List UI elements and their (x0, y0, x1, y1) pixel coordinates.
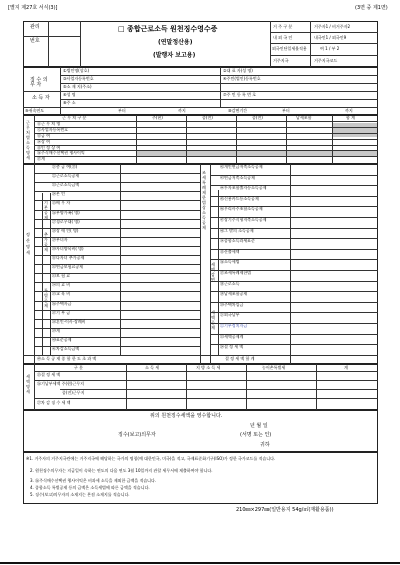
calc-right-row: ⑰조세특례제한법 (220, 270, 252, 275)
basic-deduction-group: 기본공제 (44, 200, 48, 220)
earner-section-label: 소 득 자 (32, 95, 50, 101)
calc-left-row: ㊳혼인·이사·장례비 (52, 318, 86, 324)
side-label-2: 내 외 국 인 (273, 35, 293, 40)
calc-right-row: ㉔결 정 세 액 (220, 344, 244, 350)
calc-right-row: ㉓세액공제계 (220, 333, 244, 339)
period-to: 까지 (178, 108, 186, 113)
tax-reduction-group: 세액감면 (211, 262, 215, 282)
calc-left-row: ㉝보 험 료 (52, 273, 71, 279)
calc-left-row: ㉙부녀자 (52, 236, 68, 242)
deduction-limit-excess: ㊾소 득 공 제 종 합 한 도 초 과 액 (37, 356, 97, 361)
payer-section-label: 징 수 의 무 자 (30, 77, 48, 88)
wp-row: ⑬급 여 (37, 133, 50, 138)
calc-left-row: ㉔본 인 (52, 191, 65, 197)
calc-right-row: ㉒기부정치자금 (220, 323, 248, 328)
calc-left-row: ㉜연금보험료공제 (52, 264, 84, 270)
special-deduction-group: 특별공제 (44, 288, 48, 308)
note-2: 2. 원천징수의무자는 지급일이 속하는 연도의 다음 연도 3월 10일까지 관할 세무서에 제출하여야 합니다. (30, 468, 213, 473)
paper-spec-footer: 210㎜×297㎜(일반용지 54g/㎡(재활용품)) (236, 507, 334, 513)
calc-left-row: ㉖부양가족( 명) (52, 209, 80, 215)
payer-address: ⑤소 재 지(주소) (63, 84, 92, 89)
calc-left-row: ㊴계 (52, 327, 60, 333)
calc-right-row: ㊷개인연금저축소득공제 (220, 164, 263, 169)
mgmt-label: 관리 (30, 24, 40, 30)
side-label-1: 거 주 구 분 (273, 24, 293, 29)
reduction-label: ⑩감면기간 (228, 108, 248, 113)
note-1: ※1. 거주자의 거주지국란에는 거주지국에 해당하는 국가의 명칭(예 대한민국, 미국)을 적고, 국제표준화기구(ISO)가 정한 국가코드를 적습니다. (26, 456, 276, 461)
mgmt-sub: 번호 (30, 38, 40, 44)
note-5: 5. 징수(보고)의무자의 소재지는 본점 소재지를 적습니다. (30, 492, 130, 497)
wp-header-union: 납세조합 (296, 115, 312, 120)
calc-right-row: ㊹투자조합출자등소득공제 (220, 185, 267, 191)
side-label-4: 거주지국 (273, 58, 289, 63)
calc-left-row: ㉞의 료 비 (52, 282, 71, 288)
calc-left-row: ㉑총 급 여(⑰) (52, 164, 78, 169)
payer-corp-name: ①법인명(상호) (63, 68, 90, 73)
calc-left-row: ㉘장 애 인( 명) (52, 227, 79, 233)
confirm-issuer: 징수(보고)의무자 (118, 432, 156, 438)
calc-section-label: 정 산 명 세 (26, 232, 30, 255)
calc-left-row: ㉛다자녀 추가공제 (52, 255, 85, 260)
wp-row: ⑰계 (37, 156, 45, 161)
confirm-to: 귀하 (260, 442, 270, 448)
calc-left-row: ㊲기 부 금 (52, 309, 71, 315)
tax-header-income: 소 득 세 (145, 365, 160, 370)
payer-reg-number: ④주민(법인)등록번호 (223, 76, 261, 81)
note-3: 3. ⑯주식매수선택권 행사이익은 비과세 소득을 제외한 금액을 적습니다. (30, 478, 157, 483)
decided-tax-total: 결 정 세 액 합 계 (225, 356, 255, 361)
confirm-date: 년 월 일 (250, 423, 268, 429)
tax-row: ㉕결 정 세 액 (37, 372, 61, 377)
form-title: □ 종합근로소득 원천징수영수증 (118, 25, 218, 33)
tax-header-local: 지 방 소 득 세 (196, 365, 221, 370)
calc-right-row: ⑭종합소득과세표준 (220, 238, 255, 244)
calc-left-row: ㊶차감소득금액 (52, 346, 80, 351)
side-label-3: 외국인단일세율적용 (272, 46, 307, 51)
payer-rep-name: ②대 표 자(성 명) (223, 68, 253, 73)
side-value-4: 거주지국코드 (314, 58, 338, 63)
reduction-to: 까지 (345, 108, 353, 113)
calc-left-row: ㉓근로소득금액 (52, 182, 80, 188)
calc-right-row: ㉑외국납부 (220, 312, 240, 318)
side-value-3: 여 1 / 부 2 (320, 46, 340, 51)
calc-right-row: ⑳주택차입금 (220, 301, 244, 307)
tax-header-rural: 농어촌특별세 (262, 365, 286, 370)
page-indicator: (3면 중 제1면) (355, 5, 388, 11)
calc-right-row: ⑱근로소득 (220, 280, 240, 286)
wp-row: ⑭상 여 (37, 139, 50, 144)
tax-row: ㉖기납부세액 주(현)근무지 (37, 381, 85, 386)
period-from: 부터 (118, 108, 126, 113)
confirm-sign: (서명 또는 인) (240, 432, 272, 438)
calc-left-row: ㊵표준공제 (52, 336, 72, 342)
tax-section-label: 세액명세 (26, 374, 30, 394)
wp-header-current: 주(현) (152, 115, 163, 120)
form-number: [별지 제27호 서식(3)] (8, 5, 58, 11)
calc-right-row: ⑯소득세법 (220, 259, 240, 265)
calc-right-row: ㊺신용카드등소득공제 (220, 195, 259, 201)
tax-row: ㉗차 감 징 수 세 액 (37, 400, 71, 405)
calc-left-row: ㊱주택자금 (52, 300, 72, 306)
bottom-edge (0, 562, 400, 564)
calc-right-row: ⑮산출세액 (220, 248, 240, 254)
form-subtitle-2: (발행자 보고용) (153, 52, 196, 59)
tax-row: 종(전)근무지 (62, 390, 85, 395)
confirm-text: 위의 원천징수세액을 영수합니다. (150, 413, 223, 419)
note-4: 4. 종합소득 특별공제 등의 금액은 소득세법에 따른 금액을 적습니다. (30, 485, 150, 490)
earner-address: ⑧주 소 (63, 100, 76, 105)
calc-right-row: ㊽그 밖의 소득공제 (220, 227, 254, 233)
period-start-label: ⑨귀속연도 (25, 108, 45, 113)
calc-right-row: ㊻우리사주조합소득공제 (220, 206, 263, 212)
special-tax-deduction-group: 조세특례제한법상소득공제 (202, 170, 206, 230)
reduction-from: 부터 (282, 108, 290, 113)
earner-name: ⑥성 명 (63, 92, 76, 97)
wp-row: ⑪근 무 처 명 (37, 121, 61, 126)
calc-left-row: ㉟교 육 비 (52, 291, 71, 297)
payer-biz-number: ③사업자등록번호 (63, 76, 94, 81)
wp-row: ⑮인 정 상 여 (37, 145, 61, 150)
side-value-1: 거주자1 / 비거주자2 (314, 24, 351, 29)
tax-header-type: 구 분 (74, 365, 83, 370)
calc-right-row: ㊸연금저축소득공제 (220, 174, 255, 180)
wp-header-prev2: 종(전) (252, 115, 263, 120)
wp-row: ⑫사업자등록번호 (37, 127, 69, 132)
additional-deduction-group: 추가공제 (44, 232, 48, 252)
tax-header-total: 계 (344, 365, 348, 370)
calc-left-row: ㉒근로소득공제 (52, 173, 80, 179)
form-subtitle-1: (연말정산용) (158, 39, 193, 46)
earner-resident-number: ⑦주 민 등 록 번 호 (223, 92, 257, 97)
calc-left-row: ㉕배 우 자 (52, 200, 71, 206)
calc-right-row: ⑲납세조합공제 (220, 291, 248, 297)
wp-header-type: 근 무 처 구 분 (62, 115, 87, 120)
work-place-section-label: 근무처별소득명세 (26, 120, 30, 160)
calc-right-row: ㊼장기주식형저축소득공제 (220, 217, 267, 222)
tax-credit-group: 세액공제 (211, 310, 215, 330)
wp-header-prev1: 종(전) (202, 115, 213, 120)
calc-left-row: ㉗경로우대( 명) (52, 218, 80, 224)
side-value-2: 내국인1 / 외국인9 (314, 35, 347, 40)
wp-row: ⑯주식매수선택권 행사이익 (37, 150, 85, 155)
shaded-cell (332, 123, 377, 137)
calc-left-row: ㉚자녀양육비( 명) (52, 245, 84, 251)
wp-header-total: 합 계 (346, 115, 355, 120)
